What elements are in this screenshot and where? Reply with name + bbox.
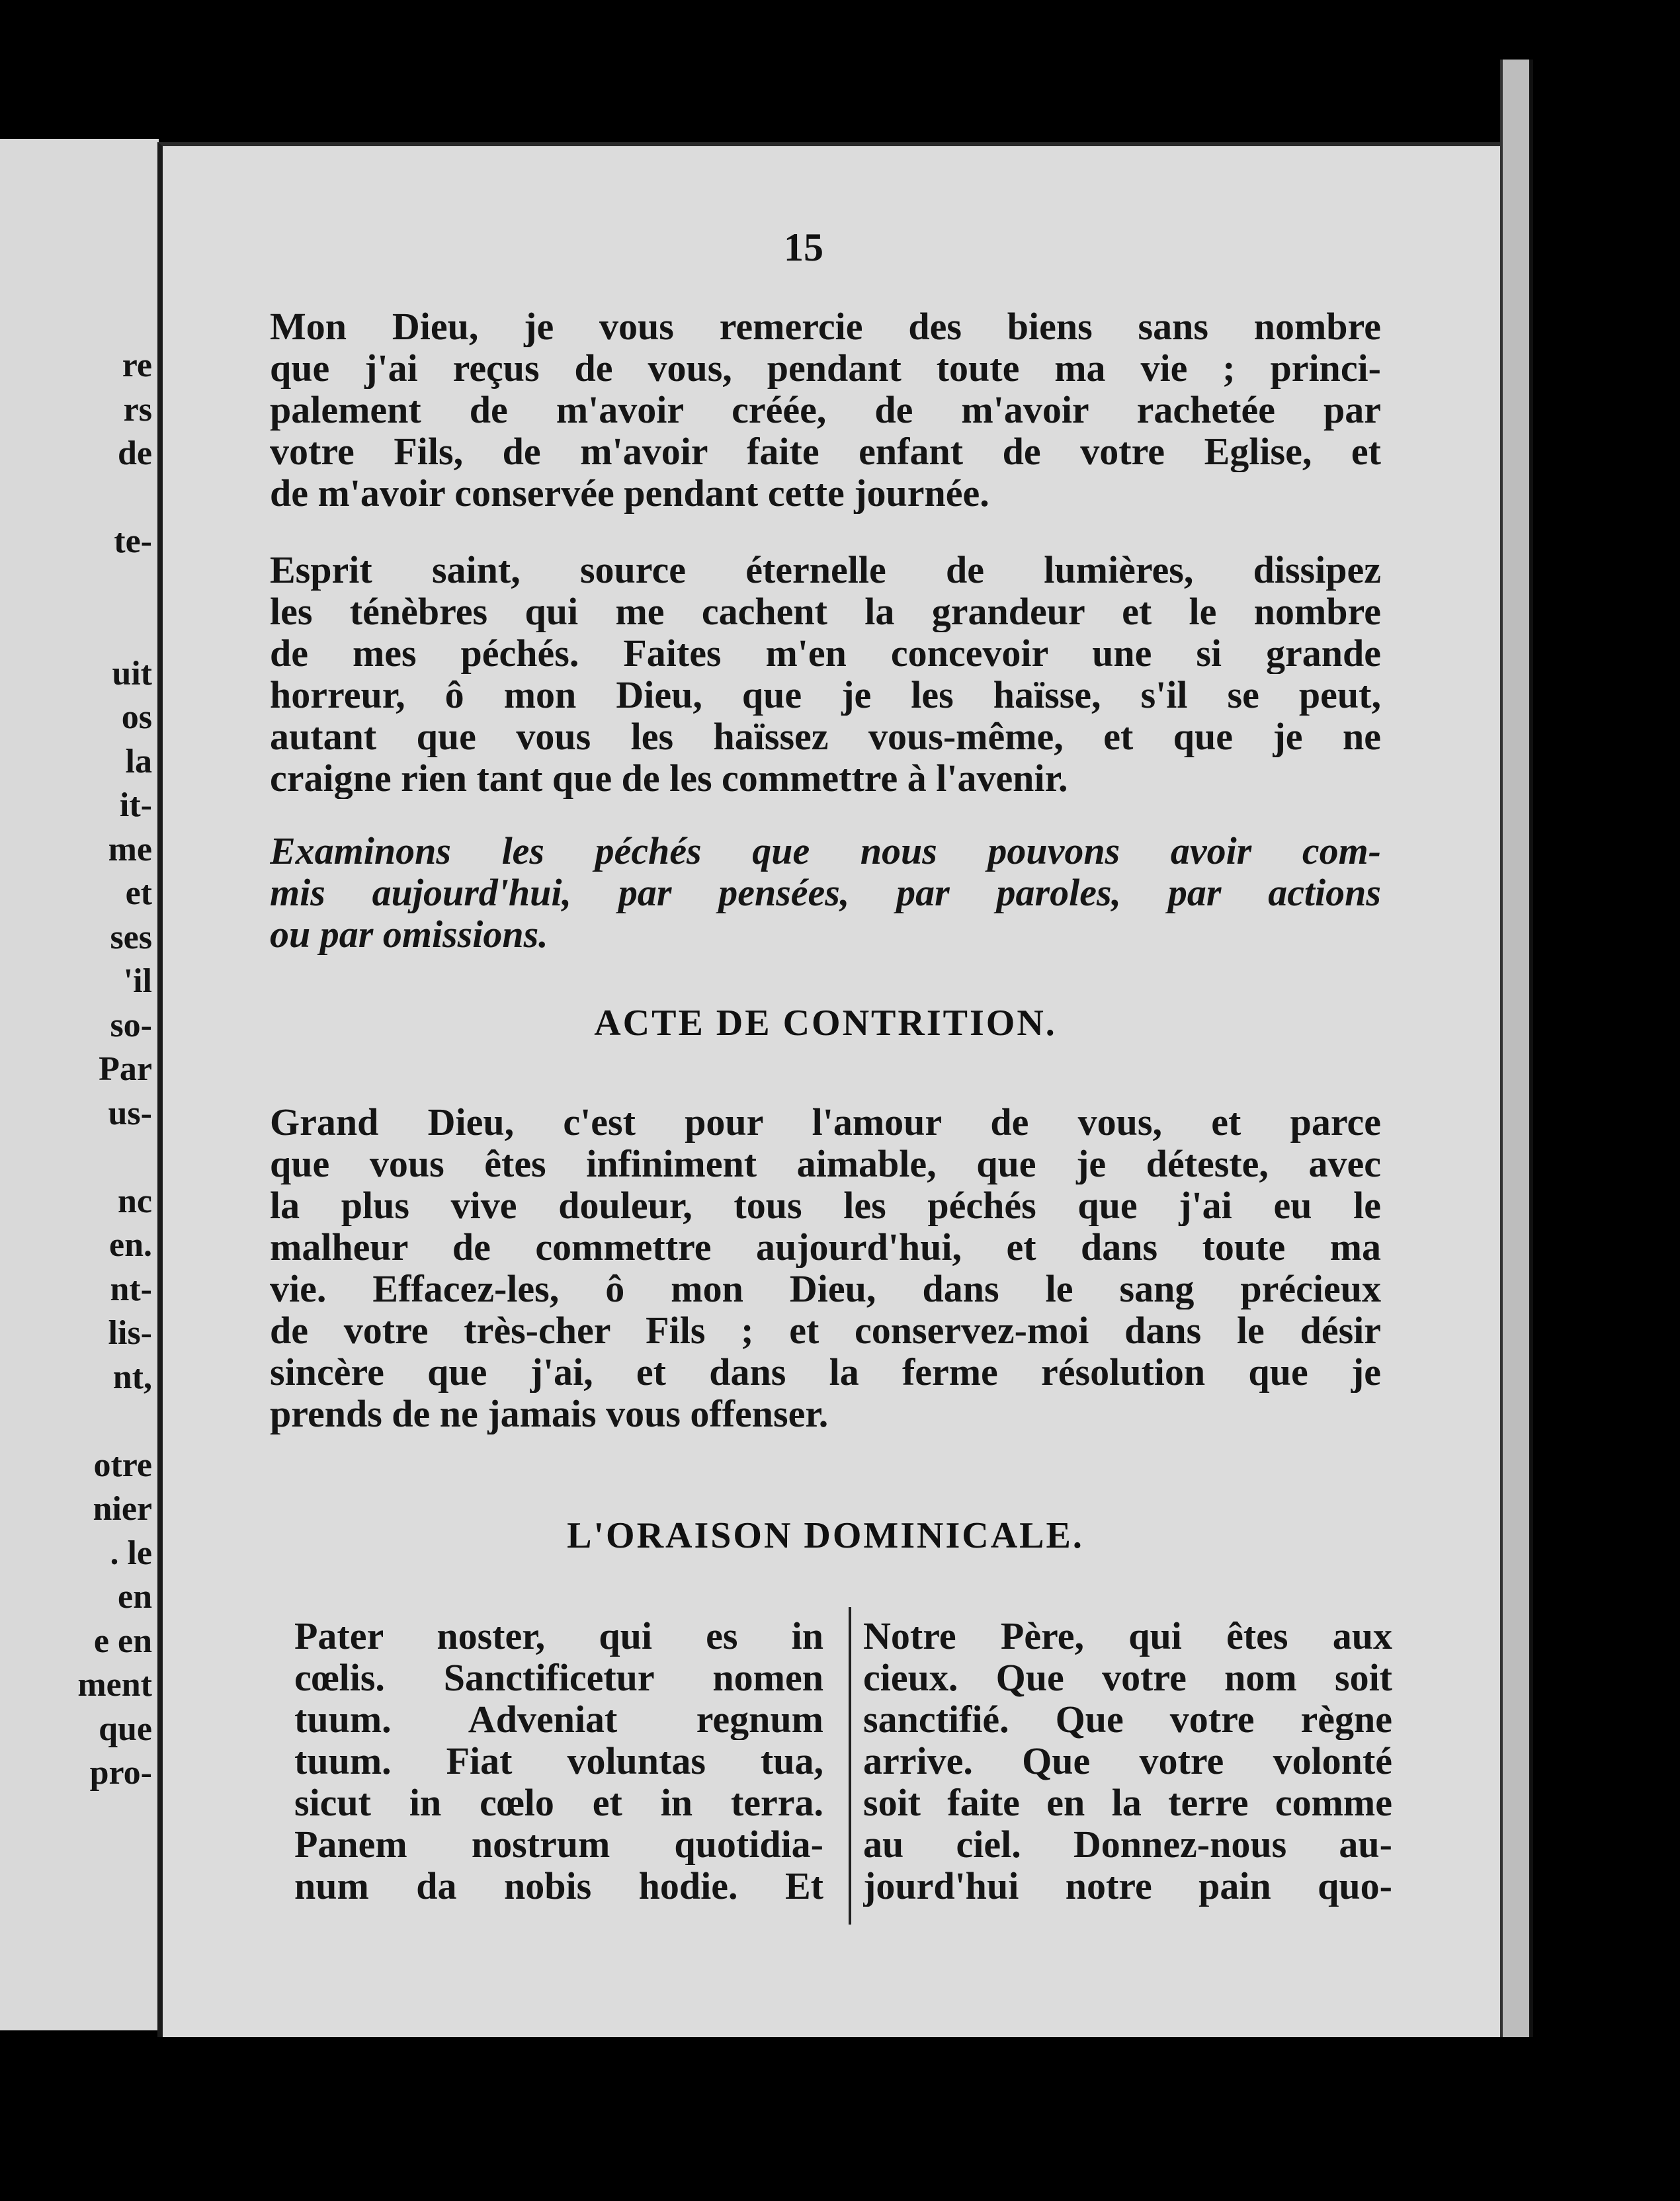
text-line: que j'ai reçus de vous, pendant toute ma vie ; princi-	[270, 347, 1381, 389]
left-page-fragment: nt-	[110, 1270, 152, 1308]
paragraph-thanksgiving	[270, 306, 1381, 514]
left-page-fragment: rs	[123, 390, 152, 429]
scan-background	[0, 2037, 1680, 2201]
text-line: mis aujourd'hui, par pensées, par paroles, par actions	[270, 872, 1381, 913]
text-line: de m'avoir conservée pendant cette journée.	[270, 472, 989, 514]
left-page-fragment: 'il	[123, 962, 152, 1000]
text-line: la plus vive douleur, tous les péchés que j'ai eu le	[270, 1184, 1381, 1226]
left-page-fragment	[0, 1399, 152, 1444]
left-page-fragment	[0, 564, 152, 608]
left-page-fragment: ses	[110, 918, 152, 956]
text-line: craigne rien tant que de les commettre à l'avenir.	[270, 757, 1068, 799]
left-page-fragment: us-	[108, 1094, 152, 1132]
left-page-fragment: nier	[93, 1490, 152, 1528]
text-line: vie. Effacez-les, ô mon Dieu, dans le sang précieux	[270, 1268, 1381, 1309]
page-edge	[1500, 60, 1533, 2037]
text-line: que vous êtes infiniment aimable, que je déteste, avec	[270, 1143, 1381, 1184]
left-page-text	[0, 344, 152, 1796]
text-line: tuum. Adveniat regnum	[294, 1698, 823, 1740]
text-line: de mes péchés. Faites m'en concevoir une si grande	[270, 632, 1381, 674]
text-line: Pater noster, qui es in	[294, 1615, 823, 1657]
text-line: malheur de commettre aujourd'hui, et dans toute ma	[270, 1226, 1381, 1268]
text-line: sicut in cœlo et in terra.	[294, 1782, 823, 1823]
left-page-fragment: nt,	[112, 1358, 152, 1396]
heading-act-of-contrition: ACTE DE CONTRITION.	[594, 1003, 1057, 1044]
left-page-fragment: en.	[109, 1226, 152, 1264]
left-page-fragment: so-	[110, 1006, 152, 1044]
heading-lords-prayer: L'ORAISON DOMINICALE.	[567, 1515, 1084, 1556]
text-line: jourd'hui notre pain quo-	[863, 1865, 1392, 1907]
left-page-fragment: et	[125, 874, 152, 912]
left-page-fragment	[0, 608, 152, 652]
column-divider	[849, 1607, 851, 1925]
left-page-fragment: re	[122, 347, 152, 384]
text-line: Esprit saint, source éternelle de lumières, dissipez	[270, 549, 1381, 591]
left-page-fragment: de	[118, 435, 152, 472]
text-line: palement de m'avoir créée, de m'avoir rachetée par	[270, 389, 1381, 431]
text-line: soit faite en la terre comme	[863, 1782, 1392, 1823]
text-line: arrive. Que votre volonté	[863, 1740, 1392, 1782]
text-line: Panem nostrum quotidia-	[294, 1823, 823, 1865]
left-page-fragment: te-	[114, 522, 152, 560]
text-line: cœlis. Sanctificetur nomen	[294, 1657, 823, 1698]
left-page-fragment: me	[108, 830, 152, 868]
left-page-fragment: os	[121, 698, 152, 736]
text-line: Notre Père, qui êtes aux	[863, 1615, 1392, 1657]
paragraph-examination	[270, 830, 1381, 955]
text-line: Mon Dieu, je vous remercie des biens sans nombre	[270, 306, 1381, 347]
text-line: num da nobis hodie. Et	[294, 1865, 823, 1907]
left-page-fragment: it-	[119, 786, 152, 824]
left-page-fragment	[0, 476, 152, 520]
french-column	[863, 1615, 1392, 1907]
latin-column	[294, 1615, 823, 1907]
left-page-fragment: otre	[93, 1446, 152, 1484]
text-line: sanctifié. Que votre règne	[863, 1698, 1392, 1740]
left-page-fragment: la	[125, 742, 152, 780]
left-page-fragment: lis-	[108, 1314, 152, 1352]
left-page-fragment: uit	[112, 654, 152, 692]
text-line: au ciel. Donnez-nous au-	[863, 1823, 1392, 1865]
text-line: sincère que j'ai, et dans la ferme résolution que je	[270, 1351, 1381, 1393]
text-line: Examinons les péchés que nous pouvons avoir com-	[270, 830, 1381, 872]
left-page-fragment: Par	[99, 1050, 152, 1088]
text-line: Grand Dieu, c'est pour l'amour de vous, et parce	[270, 1101, 1381, 1143]
left-page-fragment	[0, 1136, 152, 1180]
text-line: autant que vous les haïssez vous-même, et que je ne	[270, 716, 1381, 757]
left-page-fragment: en	[118, 1578, 152, 1616]
text-line: horreur, ô mon Dieu, que je les haïsse, s'il se peut,	[270, 674, 1381, 716]
text-line: les ténèbres qui me cachent la grandeur et le nombre	[270, 591, 1381, 632]
text-line: de votre très-cher Fils ; et conservez-moi dans le désir	[270, 1309, 1381, 1351]
left-page-fragment: nc	[118, 1182, 152, 1220]
left-page-fragment: que	[99, 1710, 152, 1748]
paragraph-contrition	[270, 1101, 1381, 1434]
left-page-fragment: pro-	[89, 1754, 152, 1792]
left-page-fragment: e en	[93, 1622, 152, 1660]
paragraph-holy-spirit	[270, 549, 1381, 799]
text-line: ou par omissions.	[270, 913, 548, 955]
left-page-fragment: ment	[77, 1666, 152, 1704]
page-number: 15	[784, 226, 823, 269]
text-line: prends de ne jamais vous offenser.	[270, 1393, 829, 1434]
text-line: votre Fils, de m'avoir faite enfant de votre Eglise, et	[270, 431, 1381, 472]
left-page-fragment: . le	[110, 1534, 152, 1572]
text-line: tuum. Fiat voluntas tua,	[294, 1740, 823, 1782]
text-line: cieux. Que votre nom soit	[863, 1657, 1392, 1698]
